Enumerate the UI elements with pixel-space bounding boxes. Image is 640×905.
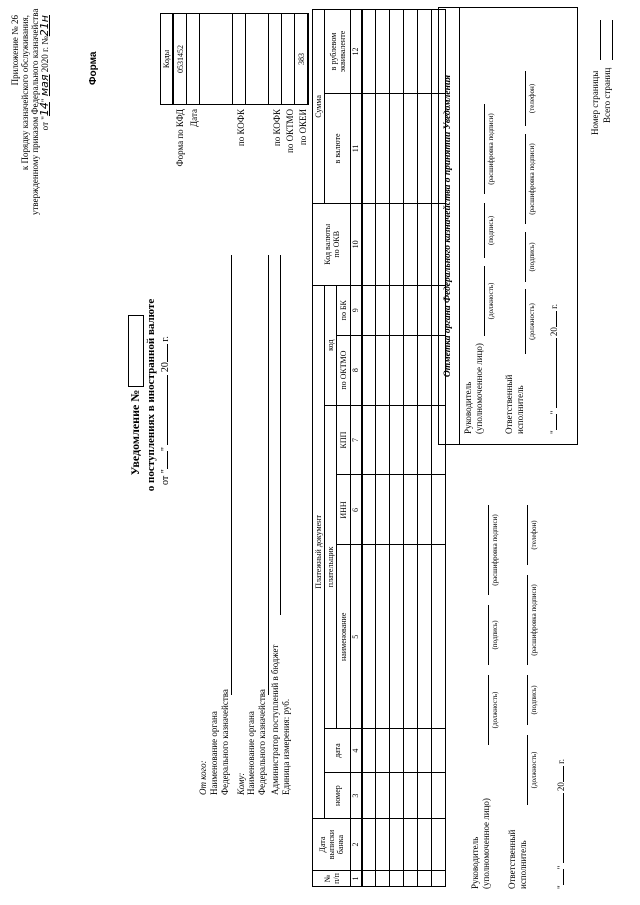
- th-oktmo: по ОКТМО: [337, 335, 351, 405]
- line-head-signature[interactable]: [488, 605, 489, 665]
- code-oktmo[interactable]: [282, 14, 295, 105]
- th-kod: код: [325, 285, 337, 405]
- page-number-label: Номер страницы: [590, 70, 600, 135]
- code-okei: 383: [295, 14, 309, 105]
- cap-head-signature: (подпись): [491, 620, 499, 650]
- line-head-decode[interactable]: [488, 505, 489, 595]
- appendix-line2: к Порядку казначейского обслуживания,: [20, 15, 30, 171]
- code-blank-2[interactable]: [246, 14, 269, 105]
- th-rub: в рублевом эквиваленте: [325, 10, 351, 94]
- codes-label-date: Дата: [189, 109, 199, 127]
- code-kfd: 0531452: [173, 14, 187, 105]
- notice-title: Уведомление №: [128, 225, 144, 565]
- label-from: От кого:: [198, 760, 208, 795]
- line-resp-phone[interactable]: [527, 505, 528, 565]
- cap-resp-phone: (телефон): [530, 520, 538, 550]
- notice-subject: о поступлениях в иностранной валюте: [145, 298, 157, 492]
- mark-line-head-position[interactable]: [484, 266, 485, 336]
- mark-resp-2: исполнитель: [515, 385, 525, 434]
- mark-cap-head-decode: (расшифровка подписи): [487, 113, 495, 185]
- codes-header: Коды: [161, 14, 174, 105]
- cap-resp-signature: (подпись): [530, 685, 538, 715]
- th-data: дата: [325, 729, 351, 773]
- cap-resp-decode: (расшифровка подписи): [530, 584, 538, 656]
- th-valkod: Код валюты по ОКВ: [313, 203, 351, 285]
- th-date: Дата выписки банка: [313, 819, 351, 871]
- codes-label-kfd: Форма по КФД: [175, 109, 185, 167]
- th-no: № п/п: [313, 871, 351, 887]
- notice-number-box[interactable]: [128, 315, 144, 387]
- cap-head-position: (должность): [491, 691, 499, 729]
- th-payer: плательщик: [325, 405, 337, 729]
- mark-resp: Ответственный: [504, 374, 514, 434]
- form-label: Форма: [88, 51, 99, 85]
- mark-cap-resp-decode: (расшифровка подписи): [528, 143, 536, 215]
- codes-label-kofk-2: по КОФК: [272, 109, 282, 147]
- mark-date: "" 20 г.: [549, 303, 559, 434]
- line-admin: [280, 255, 281, 615]
- mark-line-resp-signature[interactable]: [525, 232, 526, 282]
- cap-head-decode: (расшифровка подписи): [491, 514, 499, 586]
- total-pages-label: Всего страниц: [602, 67, 612, 123]
- th-nomer: номер: [325, 773, 351, 819]
- page-number-line[interactable]: [600, 20, 601, 60]
- th-summa: Сумма: [313, 10, 325, 204]
- sign-date: "" 20 г.: [556, 758, 566, 889]
- treasury-mark-box: [438, 7, 578, 445]
- mark-line-head-signature[interactable]: [484, 203, 485, 258]
- th-inn: ИНН: [337, 475, 351, 545]
- treasury-mark-title: Отметка органа Федерального казначейства о принятии Уведомления: [443, 74, 453, 378]
- codes-label-kofk-1: по КОФК: [236, 109, 246, 147]
- label-fk: Федерального казначейства: [220, 689, 230, 795]
- code-kofk-2[interactable]: [269, 14, 282, 105]
- label-org-name: Наименование органа: [209, 711, 219, 795]
- sign-head-2: (уполномоченное лицо): [481, 798, 491, 889]
- total-pages-line[interactable]: [612, 20, 613, 60]
- appendix-line4: от "14" мая 2020 г. №21н: [38, 15, 51, 131]
- line-head-position[interactable]: [488, 675, 489, 745]
- table-row[interactable]: [404, 10, 418, 887]
- th-paydoc: Платежный документ: [313, 285, 325, 818]
- table-row[interactable]: [376, 10, 390, 887]
- mark-head-2: (уполномоченное лицо): [474, 343, 484, 434]
- line-from: [231, 255, 232, 695]
- table-row[interactable]: [418, 10, 432, 887]
- appendix-block: [10, 8, 51, 215]
- table-row[interactable]: [390, 10, 404, 887]
- appendix-line3: утвержденному приказом Федерального казначейства: [30, 8, 40, 215]
- line-resp-decode[interactable]: [527, 575, 528, 665]
- mark-cap-resp-signature: (подпись): [528, 242, 536, 272]
- label-to: Кому:: [236, 772, 246, 795]
- appendix-month: мая: [38, 74, 51, 97]
- mark-cap-resp-position: (должность): [528, 303, 536, 340]
- th-inval: в валюте: [325, 94, 351, 204]
- codes-label-okei: по ОКЕИ: [298, 109, 308, 146]
- code-date[interactable]: [187, 14, 200, 105]
- appendix-line1: Приложение № 26: [10, 15, 20, 86]
- label-fk-2: Федерального казначейства: [257, 689, 267, 795]
- main-table: [312, 9, 446, 887]
- table-row[interactable]: [362, 10, 376, 887]
- sign-head: Руководитель: [470, 836, 480, 889]
- appendix-day: 14: [38, 102, 51, 117]
- mark-cap-head-position: (должность): [487, 282, 495, 320]
- sign-resp: Ответственный: [507, 829, 517, 889]
- appendix-number: 21н: [38, 15, 51, 37]
- label-admin: Администратор поступлений в бюджет: [270, 644, 280, 795]
- notice-date: от "" 20 г.: [160, 336, 171, 485]
- mark-line-resp-decode[interactable]: [525, 134, 526, 224]
- column-number-row: 1 2 3 4 5 6 7 8 9 10 11 12: [351, 10, 362, 887]
- line-resp-signature[interactable]: [527, 675, 528, 725]
- label-unit: Единица измерения: руб.: [281, 698, 291, 795]
- code-blank-1[interactable]: [200, 14, 233, 105]
- th-bk: по БК: [337, 285, 351, 335]
- mark-head: Руководитель: [463, 381, 473, 434]
- th-kpp: КПП: [337, 405, 351, 475]
- codes-table: [160, 13, 309, 105]
- mark-line-resp-phone[interactable]: [525, 71, 526, 126]
- th-naim: наименование: [337, 545, 351, 729]
- codes-label-oktmo: по ОКТМО: [285, 109, 295, 153]
- line-to: [268, 255, 269, 695]
- label-org-name-2: Наименование органа: [246, 711, 256, 795]
- cap-resp-position: (должность): [530, 751, 538, 789]
- mark-line-resp-position[interactable]: [525, 289, 526, 354]
- mark-cap-head-signature: (подпись): [487, 215, 495, 246]
- code-kofk-1[interactable]: [233, 14, 246, 105]
- mark-line-head-decode[interactable]: [484, 104, 485, 194]
- sign-resp-2: исполнитель: [518, 840, 528, 889]
- line-resp-position[interactable]: [527, 735, 528, 805]
- mark-cap-resp-phone: (телефон): [528, 83, 536, 114]
